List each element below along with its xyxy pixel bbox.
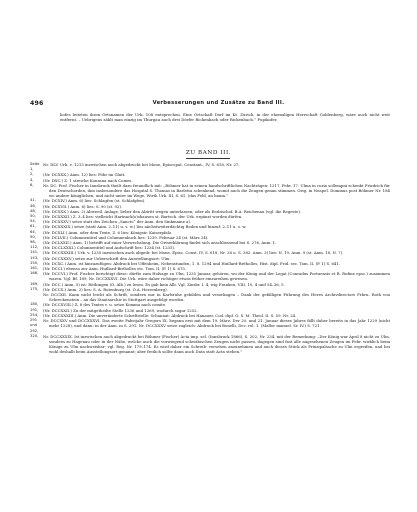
correction-entry xyxy=(30,318,390,334)
running-title: Verbesserungen und Zusätze zu Band III. xyxy=(152,100,285,106)
entry-page-ref: 291 und 292, xyxy=(30,318,39,333)
entry-text: Nr. DCCXXV und DCCXXXVI. Das zweite Pabstjahr Gregors IX. begann erst mit dem 19. März. Der 20. und 21. Januar dieses Jahres fällt daher bereits in das Jahr 1229 (nicht mehr 1228), und dann: in der Anm. in S. 291. Nr. DCCXXXV setze zugleich: Abdruck bei Bonelli, Dec. rel. 1. (Maller manuel. Sr. IV.) S. 721. xyxy=(43,318,390,329)
entry-page-ref: 48, xyxy=(30,208,36,213)
entry-text: (Nr. DCLXXII.) Anm. 1) betrifft auf einer Verwechslung. Die Ortserklärung findet sich anschliessend bei S. 276, Anm. 1. xyxy=(43,240,277,246)
intro-paragraph-text: hofes leiteten ihren Ortsnamen der Urk. 108 entsprechen. Eine Ortschaft Dorf im Kt. Zürich, in der ehemaligen Herrschaft Goldenberg, wäre auch nicht weit entfernt. – Uebrigens zählt man einzig im Thurgau auch drei Dörfer Rickenbach oder Rickenbach.” Pupikofer. xyxy=(60,112,390,123)
section-title: ZU BAND III. xyxy=(185,150,232,156)
entry-text: (Nr. DCCX.) Anm. 2) lies: S. A. Rotenburg (st. O.A. Herrenberg). xyxy=(43,286,168,292)
entry-page-ref: 61, xyxy=(30,224,36,229)
entry-page-ref: 64, xyxy=(30,229,36,234)
entry-text: (Nr. DCCI.) ebenso zur Anm. Huillard-Bréholles etc. Tom. II, (P. 1) S. 675. xyxy=(43,266,187,272)
entry-text: (Nr. DCC.) Anm. 5) ist: Röthingen (O. Alb.) zu lesen. Es gab kein Alb. Vgl. Zinsbr. I. 4, wig Franken, VIII, 10, 4 und 54–36, 5. xyxy=(43,281,285,287)
entry-page-ref: 161, xyxy=(30,266,39,271)
entry-page-ref: 50, xyxy=(30,214,36,219)
entry-text: (Nr. DCCXXXV.) setze zur Ueberschrift den Ausstellungsort: Ulm. xyxy=(43,255,171,261)
entry-text: (Nr. DCXXX.) Anm. 2) Abweeil. Anlage, lieber den Abtritt wegen unterlassen; oder als Erzbischof. B.A. Reichenau (vgl. die Regeste). xyxy=(43,208,302,214)
entry-text: Nr. DCCXXXIX. Ist inzwischen auch abgedruckt bei Böhmer (Fischer) Acta imp. sel. (Innsbruck 1866), S. 202, Nr. 234, mit der Bemerkung: „Der König war April 8 nicht zu Ulm, sondern zu Hagenau oder in der Nähe, welche auch die vorwiegend schwäbischen Zeugen nicht passen, dagegen sind fast alle angesehenen Zeugen im Febr. wirklich beim Könige zu Ulm nachweisbar; vgl. Reg. Nr. 179–174. Es wird daher ein Schreib- versehen anzunehmen und auch dieses Stück als Prinzipalsache zu Ulm ergreifen, und bei wohl deshalb beim Ausstellungsort genannt; aber freilich sollte dann auch Data statt Acta stehen.” xyxy=(43,333,390,355)
entry-page-ref: Seite 1, xyxy=(30,162,40,172)
entry-text: (Nr. DCXXX.) Anm. 12) lies: Föhr im Glatt. xyxy=(43,172,126,178)
entry-text: (Nr. DCCXVIII.) Z. 8 des Textes v. u. setze Komma nach comite. xyxy=(43,302,167,308)
entry-page-ref: 166, xyxy=(30,271,39,276)
entry-page-ref: 191, xyxy=(30,307,39,312)
entry-text: (Nr. DCXVII.) Anm. 6) lies: S. 90 (st. 92). xyxy=(43,203,123,209)
entry-text: (Nr. DCCXXII.) Zu der mitgetheilte Stelle 1236 und 1269, wodurch sogar 1252. xyxy=(43,307,198,313)
entry-page-ref: 143, xyxy=(30,255,39,260)
correction-entry xyxy=(30,162,390,172)
entry-page-ref: 180, xyxy=(30,302,39,307)
entry-text: (Nr. DCXLI.) Anm. oder dem Texte, Z. 6 lies: Königstr. Kaiserpfalz. xyxy=(43,229,173,235)
entry-text: (Nr. DCCLXXXI.) Columnentitel und Aufschrift lies: 1234 (st. 1235). xyxy=(43,245,176,251)
entry-text: (Nr. DCXXXV.) setze statt des Zeichen „Sancto“ der Anm. den Sinkmaine a). xyxy=(43,219,192,225)
entry-page-ref: 112, xyxy=(30,245,39,250)
entry-page-ref: 254, xyxy=(30,312,39,317)
entry-text: (Nr. DCXIV.) Anm. 6) lies: Schlagfen (st. Schlafgfen). xyxy=(43,198,146,204)
entry-page-ref: 90, xyxy=(30,234,36,239)
entry-text: Nr. DCCXII. Kann nicht leicht als Schrift, sondern nur in Karlsruhe gebilden und vesorlingen – Dank der gefälligen Führung des Herrn Archivdirectors Frhrn. Roth von Schreckenstein – an das Staatsarchiv in Stuttgart ausgefolgt worden. xyxy=(43,292,390,303)
entry-page-ref: 2, xyxy=(30,172,34,177)
entry-page-ref: 4, xyxy=(30,177,34,182)
entry-text: (Nr. DCXXXIX.) setze (statt Anm. 2–11) u. s. w.) lies nächstweiterdächtig Beden und hinzuf: 2–11 u. s. w. xyxy=(43,224,247,230)
correction-entry xyxy=(30,271,390,281)
entry-page-ref: 46, xyxy=(30,203,36,208)
correction-entry xyxy=(30,183,390,199)
entry-text: (Nr. DXC.) Z. 1 streiche Konrana nach Comes. xyxy=(43,177,133,183)
entry-page-ref: 169, xyxy=(30,281,39,286)
intro-paragraph xyxy=(60,112,390,122)
correction-entry xyxy=(30,334,390,355)
corrections-list xyxy=(30,162,390,355)
entry-page-ref: 54, xyxy=(30,219,36,224)
entry-text: (Nr. DCCXXXIII.) Anm. Die unveränderte Schriftstelle: Schannat: Abdruck bei Hanauer, Cod. dipl. O. S. M. Theol. II. S. 59. Nr. 24. xyxy=(43,312,297,318)
entry-page-ref: 320, xyxy=(30,333,39,338)
entry-text: (Nr. DCCXXXIII.) Urk. v. 1235 inzwischen auch abgedr. bei Mone, Episc. Const. IV, S. 618, Nr. 28 u. S. 382. Anm. 3) lies: N. 19, Anm. 9 (st. Anm. 18, N. 7). xyxy=(43,250,344,256)
entry-text: (Nr. DCLVII.) Columnentitel und Columnenbuch lies: 1239. Februar 24 (st. März 24). xyxy=(43,234,209,240)
entry-page-ref: 98, xyxy=(30,240,36,245)
entry-text: Nr. DLV. Urk. v. 1213 inzwischen auch abgedruckt bei Mone, Episcopat. Constant., IV, S. 618, Nr. 27. xyxy=(43,162,240,167)
section-divider xyxy=(186,158,230,159)
entry-page-ref: 175, xyxy=(30,286,39,291)
entry-text: (Nr. DCXXXII.) Z. 3–4 lies: vielleicht Hartnack(o)shausen st. Bartsch. der Urk. ergänzt worden dürfen. xyxy=(43,214,243,220)
correction-entry xyxy=(30,292,390,302)
page-number: 496 xyxy=(30,100,44,107)
entry-page-ref: 6, xyxy=(30,182,34,187)
entry-text: (Nr. DCXC.) Anm. ist hinzuzufügen: Abdruck bei Uffenheim, Nebenstunden, 1. 8. 1294 und Huillard-Bréholles, Hist. dipl. Frid. sec. Tom. II, (P. 1) S. 641. xyxy=(43,260,341,266)
entry-text: (Nr. DCCVI.) Prof. Fischer berichtigt diese: dürfte zum Hofsage zu Ulm, 1235 Januar, gehören, wo der König und der Legat (Conradus Portuensis et B. Rufine epsc.) zusammen waren. Vgl. Bf. 189, Nr. DCCXXXVI. Die Urk. wäre daher richtiger etwas früher einzureihen gewesen. xyxy=(43,271,390,282)
entry-page-ref: 141, xyxy=(30,250,39,255)
entry-text: Nr. DC. Prof. Fischer in Innsbruck theilt dazu freundlich mit: „Böhmer hat in seinen handschriftlichen Nachträgen: 1217, Febr. 17. Ulma in curia sollempni schenkt Friedrich für den Deutschorden, ihm insbesondere das Hospital S. Thomas in Barletta schenkend, womit auch die Zeugen genau stimmen. Orig. in Neapel. Dominus post Böhmer Nr. 184 wo andere königlichen, und nicht unter im Wege, Wirth Urk. III, S. 61, (das Feld, an baum.” xyxy=(43,182,390,199)
entry-page-ref: 150, xyxy=(30,260,39,265)
entry-page-ref: 41, xyxy=(30,198,36,203)
